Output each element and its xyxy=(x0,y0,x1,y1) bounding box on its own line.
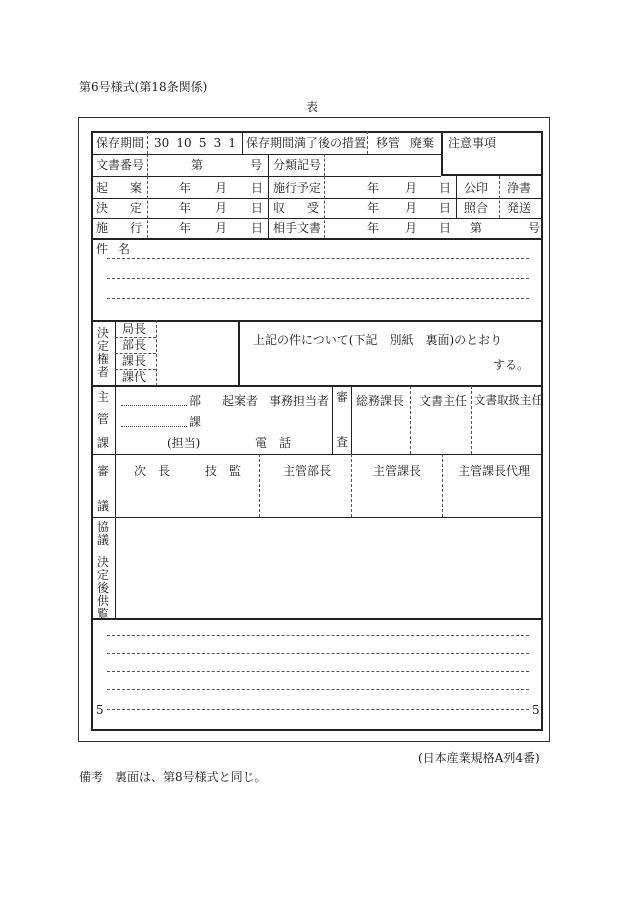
kettei-year: 年 xyxy=(179,201,192,215)
option-transfer[interactable]: 移管 xyxy=(376,136,401,150)
main-section-label-1: 主 xyxy=(97,390,110,404)
kian-label: 起 案 xyxy=(96,181,142,195)
shiko-yotei-day: 日 xyxy=(439,181,452,195)
aite-bunsho-label: 相手文書 xyxy=(273,221,322,235)
consult-label-1: 協議 xyxy=(96,520,109,547)
official-seal-label: 公印 xyxy=(464,181,489,195)
doc-number-go: 号 xyxy=(250,158,263,172)
paper-spec: (日本産業規格A列4番) xyxy=(418,751,540,765)
jimu-tantosha-label: 事務担当者 xyxy=(269,394,330,408)
denwa-label: 電 話 xyxy=(255,436,292,450)
form-title: 第6号様式(第18条関係) xyxy=(79,80,208,94)
option-dispose[interactable]: 廃棄 xyxy=(410,136,435,150)
class-code-label: 分類記号 xyxy=(273,158,322,172)
somu-kacho-label: 総務課長 xyxy=(356,394,405,408)
retention-value-10[interactable]: 10 xyxy=(176,136,192,150)
retention-period-values xyxy=(154,137,236,149)
shukan-kacho-label: 主管課長 xyxy=(373,464,422,478)
main-section-label-3: 課 xyxy=(97,436,110,450)
shukan-kacho-dairi-label: 主管課長代理 xyxy=(458,464,531,478)
kiansha-label: 起案者 xyxy=(222,394,259,408)
kian-year: 年 xyxy=(179,181,192,195)
right-margin-mark: 5 xyxy=(532,703,540,717)
shiko-month: 月 xyxy=(215,221,228,235)
gikan-label: 技 監 xyxy=(205,464,242,478)
shiko-label: 施 行 xyxy=(96,221,142,235)
dispatch-label: 発送 xyxy=(507,201,532,215)
side-label: 表 xyxy=(306,100,319,114)
level-department-head: 部長 xyxy=(122,338,147,352)
shuju-year: 年 xyxy=(367,201,380,215)
remark: 備考 裏面は、第8号様式と同じ。 xyxy=(79,770,267,784)
doc-number-label: 文書番号 xyxy=(96,158,145,172)
retention-value-30[interactable]: 30 xyxy=(154,136,170,150)
decision-authority-label: 決定権者 xyxy=(96,326,109,379)
shuju-month: 月 xyxy=(405,201,418,215)
shuju-label: 収 受 xyxy=(273,201,319,215)
audit-label-1: 審 xyxy=(336,390,349,404)
level-section-chief: 課長 xyxy=(122,354,147,368)
retention-value-1[interactable]: 1 xyxy=(228,136,236,150)
decision-text-line2: する。 xyxy=(493,358,530,372)
aite-go: 号 xyxy=(528,221,541,235)
clean-copy-label: 浄書 xyxy=(507,181,532,195)
shiko-yotei-label: 施行予定 xyxy=(273,181,322,195)
aite-year: 年 xyxy=(367,221,380,235)
audit-label-2: 査 xyxy=(336,435,349,449)
bu-label: 部 xyxy=(189,394,202,408)
kettei-day: 日 xyxy=(251,201,264,215)
subject-label: 件 名 xyxy=(96,242,130,256)
collation-label: 照合 xyxy=(464,201,489,215)
main-section-label-2: 管 xyxy=(97,412,110,426)
retention-value-3[interactable]: 3 xyxy=(213,136,222,150)
aite-dai: 第 xyxy=(470,221,483,235)
notes-label: 注意事項 xyxy=(448,136,497,150)
bunsho-shunin-label: 文書主任 xyxy=(419,394,468,408)
decision-text-line1: 上記の件について(下記 別紙 裏面)のとおり xyxy=(253,333,503,347)
review-label-1: 審 xyxy=(97,464,110,478)
kian-day: 日 xyxy=(251,181,264,195)
shiko-yotei-month: 月 xyxy=(405,181,418,195)
kian-month: 月 xyxy=(215,181,228,195)
aite-month: 月 xyxy=(405,221,418,235)
consult-label-2: 決定後供覧 xyxy=(96,555,109,621)
shiko-year: 年 xyxy=(179,221,192,235)
tanto-label: (担当) xyxy=(167,436,201,450)
bunsho-toriatsukai-label: 文書取扱主任 xyxy=(474,393,543,407)
retention-period-label: 保存期間 xyxy=(96,136,145,150)
shiko-yotei-year: 年 xyxy=(367,181,380,195)
level-director-general: 局長 xyxy=(122,322,147,336)
kettei-label: 決 定 xyxy=(96,201,142,215)
shukan-bucho-label: 主管部長 xyxy=(283,464,332,478)
level-section-deputy: 課代 xyxy=(122,370,147,384)
after-expiry-label: 保存期間満了後の措置 xyxy=(246,136,367,150)
left-margin-mark: 5 xyxy=(96,703,104,717)
aite-day: 日 xyxy=(439,221,452,235)
doc-number-dai: 第 xyxy=(191,158,204,172)
review-label-2: 議 xyxy=(97,499,110,513)
kettei-month: 月 xyxy=(215,201,228,215)
retention-value-5[interactable]: 5 xyxy=(198,136,207,150)
ka-label: 課 xyxy=(189,415,202,429)
shiko-day: 日 xyxy=(251,221,264,235)
shuju-day: 日 xyxy=(439,201,452,215)
jicho-label: 次 長 xyxy=(134,464,171,478)
